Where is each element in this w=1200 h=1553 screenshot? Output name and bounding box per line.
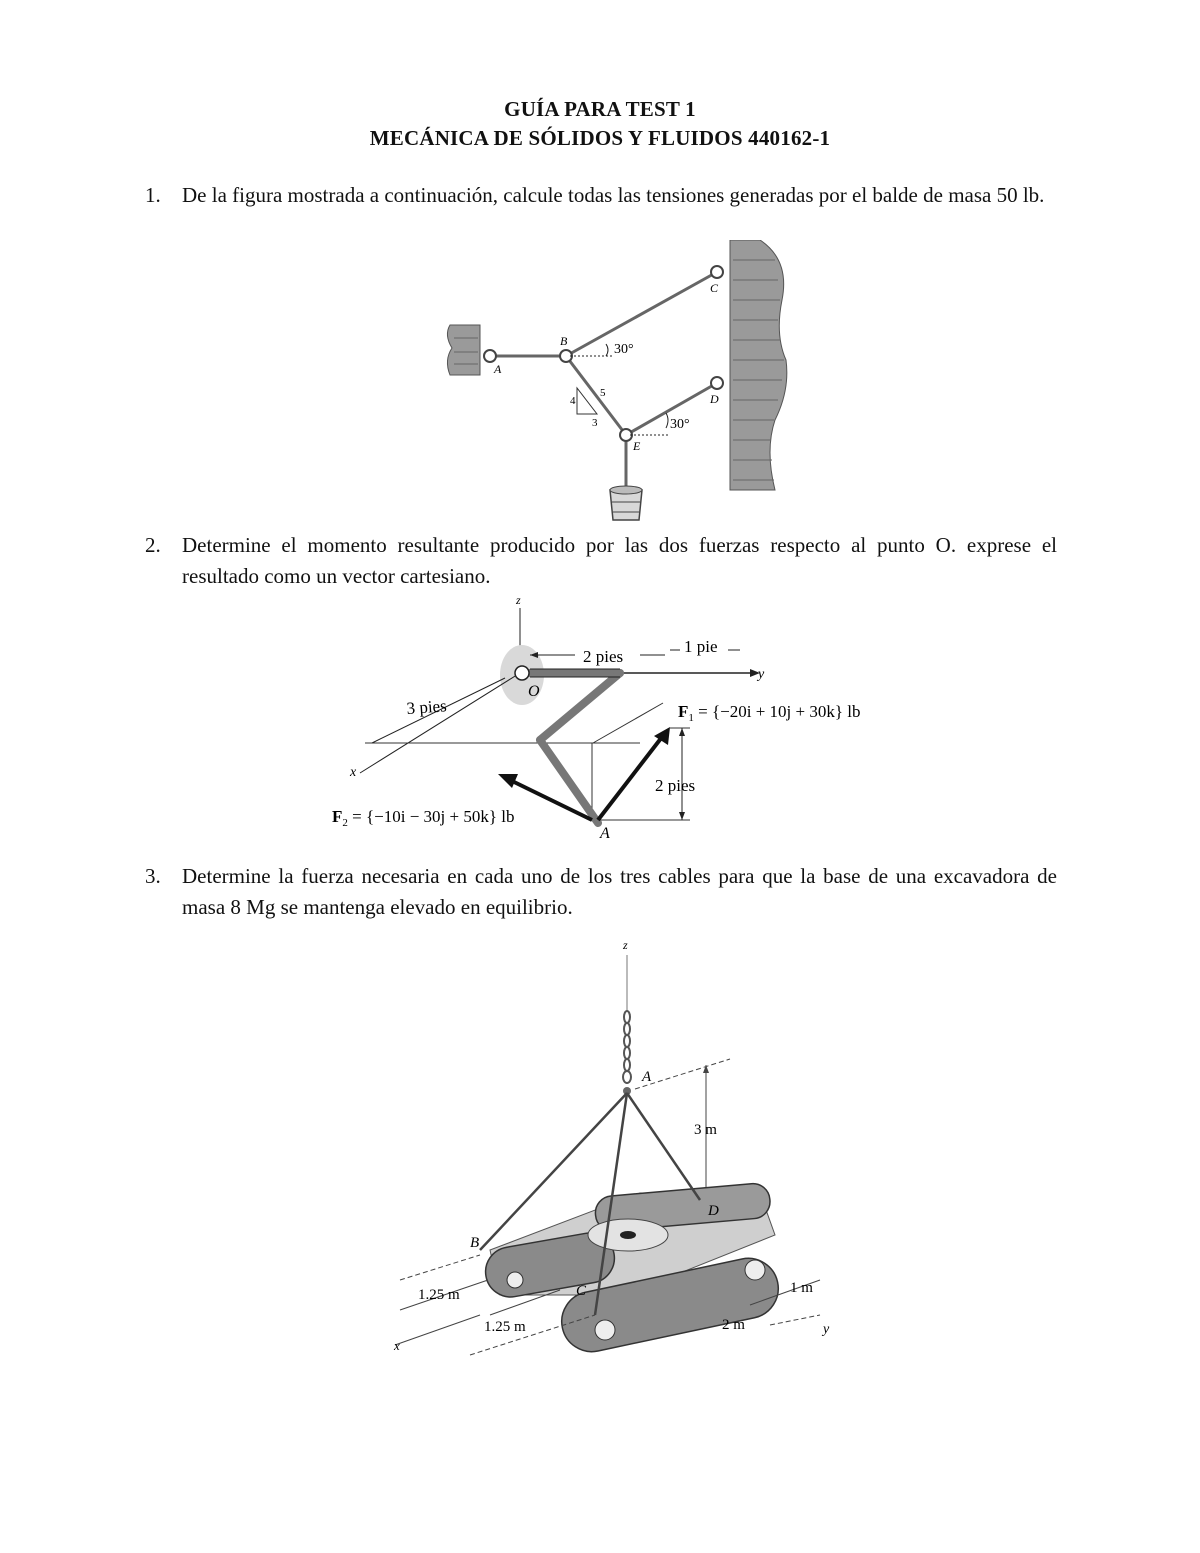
question-text: Determine la fuerza necesaria en cada uno de los tres cables para que la base de una excavadora de masa 8 Mg se mantenga elevado en equilibrio.: [182, 864, 1057, 919]
label-c: C: [710, 281, 719, 295]
question-text: De la figura mostrada a continuación, calcule todas las tensiones generadas por el balde de masa 50 lb.: [182, 183, 1045, 207]
question-number: 3.: [145, 864, 161, 888]
question-1: [145, 180, 1057, 211]
point-d-label: D: [708, 1203, 719, 1219]
point-o-label: O: [528, 683, 540, 700]
label-e: E: [633, 439, 641, 453]
right-wall: [730, 240, 787, 490]
dim-125-left-label: 1.25 m: [418, 1287, 460, 1303]
left-wall: [447, 325, 480, 375]
angle-bc-label: 30°: [614, 342, 634, 357]
point-b-label: B: [470, 1235, 480, 1251]
label-b: B: [560, 334, 568, 348]
force-f1-arrow: [598, 737, 662, 820]
figure-3-excavator-lift: [380, 935, 860, 1375]
dim-125-bottom-label: 1.25 m: [484, 1319, 526, 1335]
dim-3pies-label: 3 pies: [405, 696, 448, 718]
course-title: MECÁNICA DE SÓLIDOS Y FLUIDOS 440162-1: [369, 126, 831, 150]
dim-2m-label: 2 m: [722, 1317, 745, 1333]
question-text: Determine el momento resultante producido por las dos fuerzas respecto al punto O. exprese el resultado como un vector cartesiano.: [182, 533, 1057, 588]
axis-z-label: z: [516, 593, 521, 607]
axis-x-label: x: [394, 1338, 400, 1353]
page-title: GUÍA PARA TEST 1: [504, 97, 696, 121]
axis-y-label: y: [758, 667, 765, 682]
axis-z-label: z: [623, 938, 628, 952]
axis-x-label: x: [350, 765, 357, 780]
label-d: D: [710, 392, 719, 406]
dim-2pies-vertical-label: 2 pies: [655, 776, 696, 795]
f2-equation: $F_2 = \{-10i - 30j + 50k\}$ lb: [332, 807, 515, 829]
dim-2pies-top-label: 2 pies: [583, 647, 624, 666]
point-a-label: A: [642, 1069, 652, 1085]
question-2: [145, 530, 1057, 592]
slope-4-label: 4: [570, 395, 576, 407]
slope-3-label: 3: [592, 417, 598, 429]
slope-5-label: 5: [600, 387, 606, 399]
chain: [623, 1011, 631, 1083]
angle-ed-label: 30°: [670, 417, 690, 432]
bent-rod: [530, 673, 620, 823]
axis-y-label: y: [823, 1322, 830, 1337]
dim-1pie-label: 1 pie: [684, 637, 718, 656]
dim-3m-label: 3 m: [694, 1122, 717, 1138]
f1-equation: $F_1 = \{-20i + 10j + 30k\}$ lb: [678, 702, 861, 724]
point-c-label: C: [576, 1283, 587, 1299]
figure-2-moment-diagram: [330, 590, 930, 850]
figure-1-cable-system: [430, 240, 810, 530]
question-number: 1.: [145, 183, 161, 207]
point-a-label: A: [600, 825, 610, 842]
bucket-icon: [610, 486, 642, 520]
question-number: 2.: [145, 533, 161, 557]
question-3: [145, 861, 1057, 923]
label-a: A: [494, 362, 502, 376]
dim-1m-label: 1 m: [790, 1280, 813, 1296]
